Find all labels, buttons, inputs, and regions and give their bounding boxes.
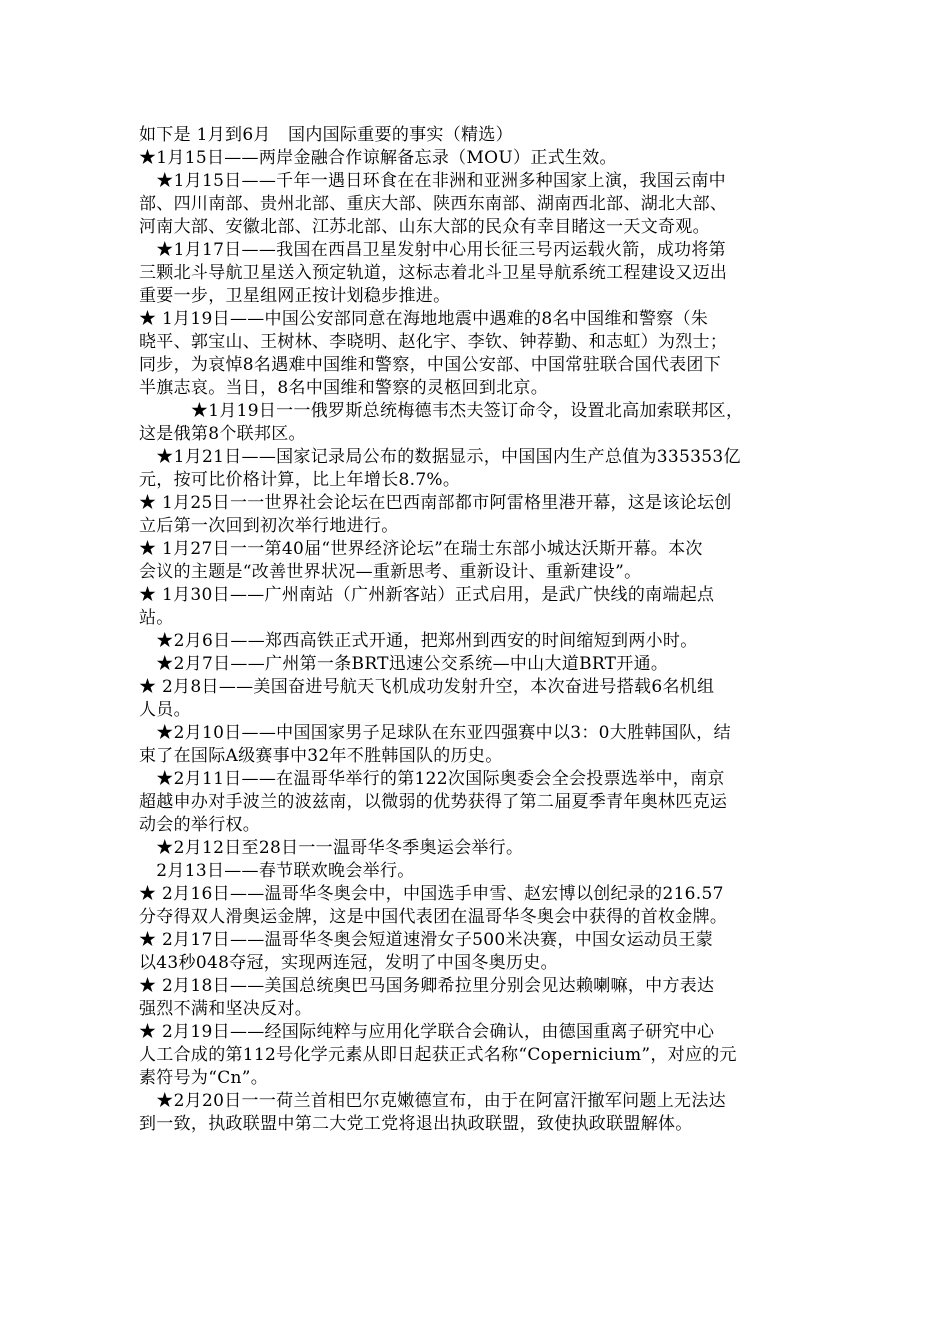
text-line: ★1月15日——千年一遇日环食在在非洲和亚洲多种国家上演，我国云南中: [139, 171, 726, 191]
text-line: 动会的举行权。: [139, 815, 261, 835]
text-line: ★2月7日——广州第一条BRT迅速公交系统—中山大道BRT开通。: [139, 654, 669, 674]
text-line: 立后第一次回到初次举行地进行。: [139, 516, 399, 536]
text-line: 强烈不满和坚决反对。: [139, 999, 312, 1019]
text-line: ★2月12日至28日一一温哥华冬季奥运会举行。: [139, 838, 524, 858]
text-line: ★ 2月19日——经国际纯粹与应用化学联合会确认，由德国重离子研究中心: [139, 1022, 715, 1042]
text-line: ★ 2月17日——温哥华冬奥会短道速滑女子500米决赛，中国女运动员王蒙: [139, 930, 714, 950]
text-line: ★ 1月30日——广州南站（广州新客站）正式启用，是武广快线的南端起点: [139, 585, 715, 605]
text-line: ★1月15日——两岸金融合作谅解备忘录（MOU）正式生效。: [139, 148, 617, 168]
text-line: ★2月11日——在温哥华举行的第122次国际奥委会全会投票选举中，南京: [139, 769, 725, 789]
text-line: 会议的主题是“改善世界状况—重新思考、重新设计、重新建设”。: [139, 562, 642, 582]
text-line: ★ 2月18日——美国总统奥巴马国务卿希拉里分别会见达赖喇嘛，中方表达: [139, 976, 715, 996]
text-line: 到一致，执政联盟中第二大党工党将退出执政联盟，致使执政联盟解体。: [139, 1114, 693, 1134]
text-line: 超越申办对手波兰的波兹南，以微弱的优势获得了第二届夏季青年奥林匹克运: [139, 792, 728, 812]
text-line: ★ 2月16日——温哥华冬奥会中，中国选手申雪、赵宏博以创纪录的216.57: [139, 884, 724, 904]
text-line: ★2月6日——郑西高铁正式开通，把郑州到西安的时间缩短到两小时。: [139, 631, 698, 651]
document-body: [139, 124, 815, 1136]
text-line: 同步，为哀悼8名遇难中国维和警察，中国公安部、中国常驻联合国代表团下: [139, 355, 722, 375]
text-line: 河南大部、安徽北部、江苏北部、山东大部的民众有幸目睹这一天文奇观。: [139, 217, 710, 237]
text-line: 半旗志哀。当日，8名中国维和警察的灵柩回到北京。: [139, 378, 549, 398]
text-line: ★1月17日——我国在西昌卫星发射中心用长征三号丙运载火箭，成功将第: [139, 240, 726, 260]
text-line: 重要一步，卫星组网正按计划稳步推进。: [139, 286, 451, 306]
document-title: 如下是 1月到6月 国内国际重要的事实（精选）: [139, 125, 513, 145]
text-line: ★ 2月8日——美国奋进号航天飞机成功发射升空，本次奋进号搭载6名机组: [139, 677, 715, 697]
text-line: 这是俄第8个联邦区。: [139, 424, 306, 444]
text-line: 分夺得双人滑奥运金牌，这是中国代表团在温哥华冬奥会中获得的首枚金牌。: [139, 907, 728, 927]
text-line: 束了在国际A级赛事中32年不胜韩国队的历史。: [139, 746, 503, 766]
text-line: 部、四川南部、贵州北部、重庆大部、陕西东南部、湖南西北部、湖北大部、: [139, 194, 728, 214]
text-line: ★ 1月19日——中国公安部同意在海地地震中遇难的8名中国维和警察（朱: [139, 309, 709, 329]
text-line: 以43秒048夺冠，实现两连冠，发明了中国冬奥历史。: [139, 953, 558, 973]
text-line: 晓平、郭宝山、王树林、李晓明、赵化宇、李钦、钟荐勤、和志虹）为烈士；: [139, 332, 728, 352]
text-line: 站。: [139, 608, 174, 628]
text-line: ★ 1月25日一一世界社会论坛在巴西南部都市阿雷格里港开幕，这是该论坛创: [139, 493, 732, 513]
text-line: ★1月21日——国家记录局公布的数据显示，中国国内生产总值为335353亿: [139, 447, 741, 467]
text-line: ★1月19日一一俄罗斯总统梅德韦杰夫签订命令，设置北高加索联邦区，: [139, 401, 744, 421]
text-line: ★ 1月27日一一第40届“世界经济论坛”在瑞士东部小城达沃斯开幕。本次: [139, 539, 703, 559]
text-line: 三颗北斗导航卫星送入预定轨道，这标志着北斗卫星导航系统工程建设又迈出: [139, 263, 728, 283]
text-line: ★2月20日一一荷兰首相巴尔克嫩德宣布，由于在阿富汗撤军问题上无法达: [139, 1091, 726, 1111]
text-line: 2月13日——春节联欢晚会举行。: [139, 861, 415, 881]
text-line: 人员。: [139, 700, 191, 720]
text-line: 元，按可比价格计算，比上年增长8.7%。: [139, 470, 461, 490]
text-line: 素符号为“Cn”。: [139, 1068, 269, 1088]
text-line: 人工合成的第112号化学元素从即日起获正式名称“Copernicium”，对应的元: [139, 1045, 737, 1065]
text-line: ★2月10日——中国国家男子足球队在东亚四强赛中以3：0大胜韩国队，结: [139, 723, 731, 743]
